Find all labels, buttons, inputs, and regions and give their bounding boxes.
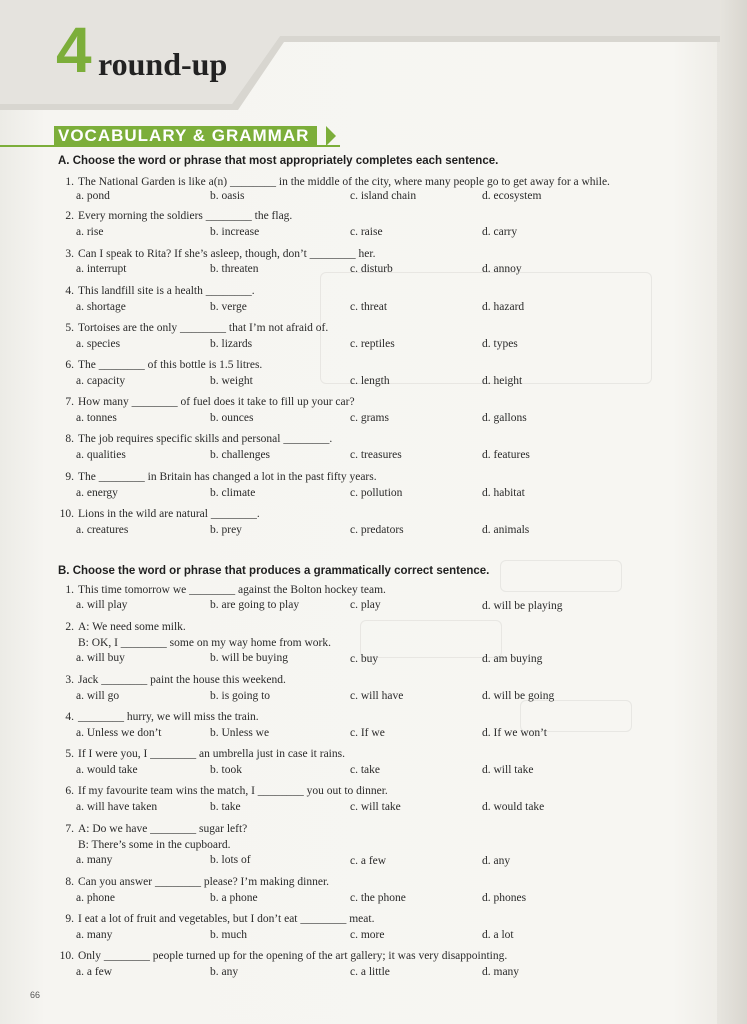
part-b-instruction: B. Choose the word or phrase that produces a grammatically correct sentence. [58,565,490,577]
question-stem: A: We need some milk. [78,621,186,633]
question-number: 5. [65,748,74,760]
section-label: VOCABULARY & GRAMMAR [54,126,317,146]
question-stem: Can you answer ________ please? I’m making dinner. [78,876,330,888]
question-number: 10. [59,950,74,962]
option-d: d. will take [482,764,534,776]
show-through-box [500,560,622,592]
option-b: b. prey [210,524,242,536]
option-a: a. will go [76,690,120,702]
option-d: d. would take [482,801,545,813]
option-d: d. a lot [482,929,514,941]
question-stem: If I were you, I ________ an umbrella just in case it rains. [78,748,345,760]
question-number: 4. [65,285,74,297]
option-c: c. more [350,929,385,941]
question-stem: Can I speak to Rita? If she’s asleep, though, don’t ________ her. [78,248,376,260]
option-b: b. oasis [210,190,245,202]
option-c: c. predators [350,524,404,536]
option-a: a. phone [76,892,115,904]
option-b: b. challenges [210,449,271,461]
option-c: c. raise [350,226,383,238]
question-stem-line2: B: There’s some in the cupboard. [78,839,231,851]
question-stem: I eat a lot of fruit and vegetables, but I don’t eat ________ meat. [78,913,375,925]
question-number: 8. [65,876,74,888]
question-number: 6. [65,785,74,797]
question-stem: This landfill site is a health ________. [78,285,255,297]
page-edge-strip [717,0,747,1024]
option-c: c. pollution [350,487,403,499]
question-stem: This time tomorrow we ________ against the Bolton hockey team. [78,584,386,596]
option-a: a. many [76,929,113,941]
option-b: b. weight [210,375,253,387]
question-number: 9. [65,471,74,483]
question-number: 4. [65,711,74,723]
option-b: b. is going to [210,690,271,702]
option-c: c. reptiles [350,338,395,350]
option-c: c. a little [350,966,390,978]
option-a: a. Unless we don’t [76,727,162,739]
question-number: 9. [65,913,74,925]
question-number: 3. [65,248,74,260]
question-stem: Tortoises are the only ________ that I’m not afraid of. [78,322,329,334]
option-a: a. tonnes [76,412,117,424]
question-number: 3. [65,674,74,686]
question-stem: Jack ________ paint the house this weekend. [78,674,286,686]
unit-title: round-up [98,46,228,82]
question-stem: ________ hurry, we will miss the train. [78,711,259,723]
option-d: d. types [482,338,518,350]
question-stem: The National Garden is like a(n) ________ in the middle of the city, where many people go to get away for a while. [78,176,610,188]
option-d: d. animals [482,524,530,536]
question-number: 7. [65,823,74,835]
question-stem: Lions in the wild are natural ________. [78,508,260,520]
option-c: c. will have [350,690,404,702]
question-number: 1. [65,176,74,188]
option-c: c. play [350,599,381,611]
option-c: c. a few [350,855,387,867]
question-stem: The ________ of this bottle is 1.5 litres. [78,359,263,371]
option-a: a. creatures [76,524,129,536]
option-c: c. length [350,375,390,387]
option-c: c. treasures [350,449,402,461]
unit-header [0,0,720,112]
question-stem: Only ________ people turned up for the opening of the art gallery; it was very disappointing. [78,950,508,962]
section-banner [0,126,360,148]
question-stem-line2: B: OK, I ________ some on my way home from work. [78,637,331,649]
question-number: 5. [65,322,74,334]
option-d: d. habitat [482,487,525,499]
question-number: 1. [65,584,74,596]
question-stem: If my favourite team wins the match, I ________ you out to dinner. [78,785,388,797]
option-d: d. features [482,449,530,461]
option-c: c. threat [350,301,388,313]
option-a: a. many [76,854,113,866]
option-a: a. a few [76,966,113,978]
section-banner-arrow [326,126,336,146]
option-d: d. any [482,855,511,867]
option-d: d. phones [482,892,527,904]
option-d: d. will be playing [482,600,563,612]
option-d: d. annoy [482,263,522,275]
question-number: 6. [65,359,74,371]
option-c: c. If we [350,727,385,739]
option-b: b. increase [210,226,260,238]
question-stem: The job requires specific skills and personal ________. [78,433,333,445]
option-b: b. much [210,929,248,941]
option-d: d. If we won’t [482,727,547,739]
option-a: a. will have taken [76,801,158,813]
option-b: b. Unless we [210,727,270,739]
option-c: c. the phone [350,892,406,904]
option-b: b. any [210,966,239,978]
question-number: 2. [65,621,74,633]
question-number: 2. [65,210,74,222]
question-stem: Every morning the soldiers ________ the flag. [78,210,293,222]
option-c: c. disturb [350,263,393,275]
option-a: a. would take [76,764,138,776]
option-b: b. took [210,764,242,776]
option-a: a. pond [76,190,110,202]
show-through-box [360,620,502,658]
option-b: b. verge [210,301,247,313]
option-a: a. capacity [76,375,126,387]
option-c: c. island chain [350,190,417,202]
option-a: a. will play [76,599,128,611]
option-d: d. height [482,375,523,387]
option-d: d. gallons [482,412,527,424]
option-d: d. will be going [482,690,555,702]
part-a-instruction: A. Choose the word or phrase that most appropriately completes each sentence. [58,155,499,167]
option-c: c. will take [350,801,401,813]
option-c: c. buy [350,653,379,665]
option-a: a. interrupt [76,263,127,275]
option-a: a. qualities [76,449,126,461]
option-a: a. rise [76,226,104,238]
show-through-box [320,272,652,384]
question-stem: A: Do we have ________ sugar left? [78,823,248,835]
option-d: d. many [482,966,520,978]
option-d: d. am buying [482,653,543,665]
question-number: 7. [65,396,74,408]
option-c: c. take [350,764,381,776]
question-stem: How many ________ of fuel does it take to fill up your car? [78,396,355,408]
option-b: b. take [210,801,241,813]
option-a: a. will buy [76,652,125,664]
question-stem: The ________ in Britain has changed a lot in the past fifty years. [78,471,377,483]
option-a: a. species [76,338,121,350]
option-b: b. will be buying [210,652,288,664]
option-b: b. threaten [210,263,259,275]
question-number: 10. [59,508,74,520]
option-d: d. hazard [482,301,525,313]
option-b: b. lizards [210,338,253,350]
option-a: a. shortage [76,301,126,313]
option-b: b. lots of [210,854,251,866]
page-number: 66 [30,990,41,1000]
option-b: b. climate [210,487,256,499]
option-d: d. carry [482,226,518,238]
option-d: d. ecosystem [482,190,542,202]
option-b: b. ounces [210,412,254,424]
question-number: 8. [65,433,74,445]
option-c: c. grams [350,412,389,424]
option-b: b. a phone [210,892,258,904]
option-b: b. are going to play [210,599,300,611]
unit-number: 4 [56,14,92,86]
option-a: a. energy [76,487,118,499]
